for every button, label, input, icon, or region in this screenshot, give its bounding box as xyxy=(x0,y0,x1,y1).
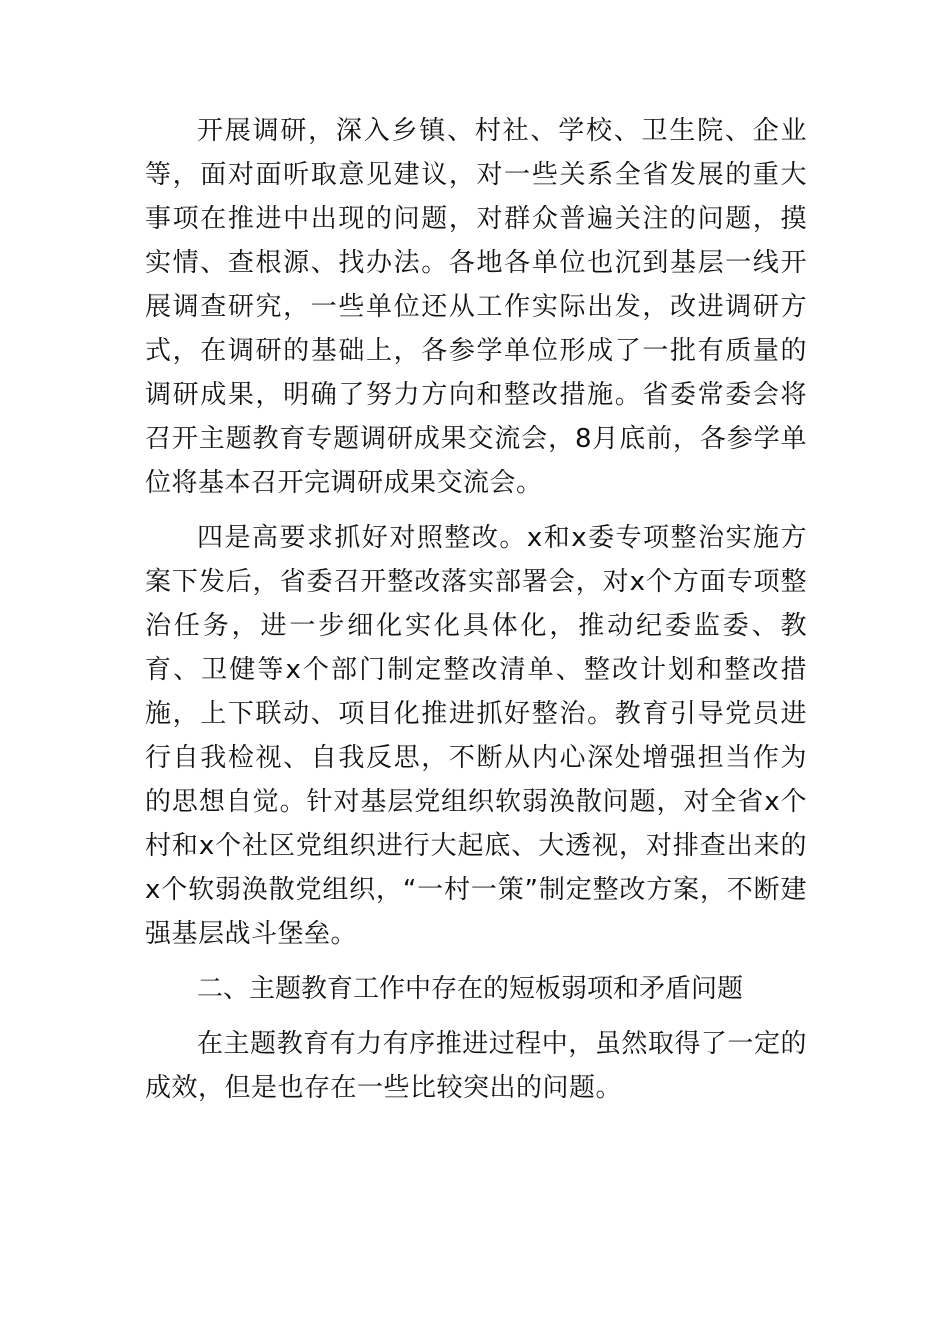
paragraph-rectification: 四是高要求抓好对照整改。x和x委专项整治实施方案下发后，省委召开整改落实部署会，对x个方面专项整治任务，进一步细化实化具体化，推动纪委监委、教育、卫健等x个部门制定整改清单、整改计划和整改措施，上下联动、项目化推进抓好整治。教育引导党员进行自我检视、自我反思，不断从内心深处增强担当作为的思想自觉。针对基层党组织软弱涣散问题，对全省x个村和x个社区党组织进行大起底、大透视，对排查出来的x个软弱涣散党组织，“一村一策”制定整改方案，不断建强基层战斗堡垒。 xyxy=(145,523,807,949)
paragraph-research: 开展调研，深入乡镇、村社、学校、卫生院、企业等，面对面听取意见建议，对一些关系全省发展的重大事项在推进中出现的问题，对群众普遍关注的问题，摸实情、查根源、找办法。各地各单位也沉到基层一线开展调查研究，一些单位还从工作实际出发，改进调研方式，在调研的基础上，各参学单位形成了一批有质量的调研成果，明确了努力方向和整改措施。省委常委会将召开主题教育专题调研成果交流会，8月底前，各参学单位将基本召开完调研成果交流会。 xyxy=(145,116,807,498)
paragraph-problems-intro: 在主题教育有力有序推进过程中，虽然取得了一定的成效，但是也存在一些比较突出的问题。 xyxy=(145,1029,807,1103)
section-heading: 二、主题教育工作中存在的短板弱项和矛盾问题 xyxy=(197,974,744,1004)
document-body xyxy=(145,109,807,1110)
